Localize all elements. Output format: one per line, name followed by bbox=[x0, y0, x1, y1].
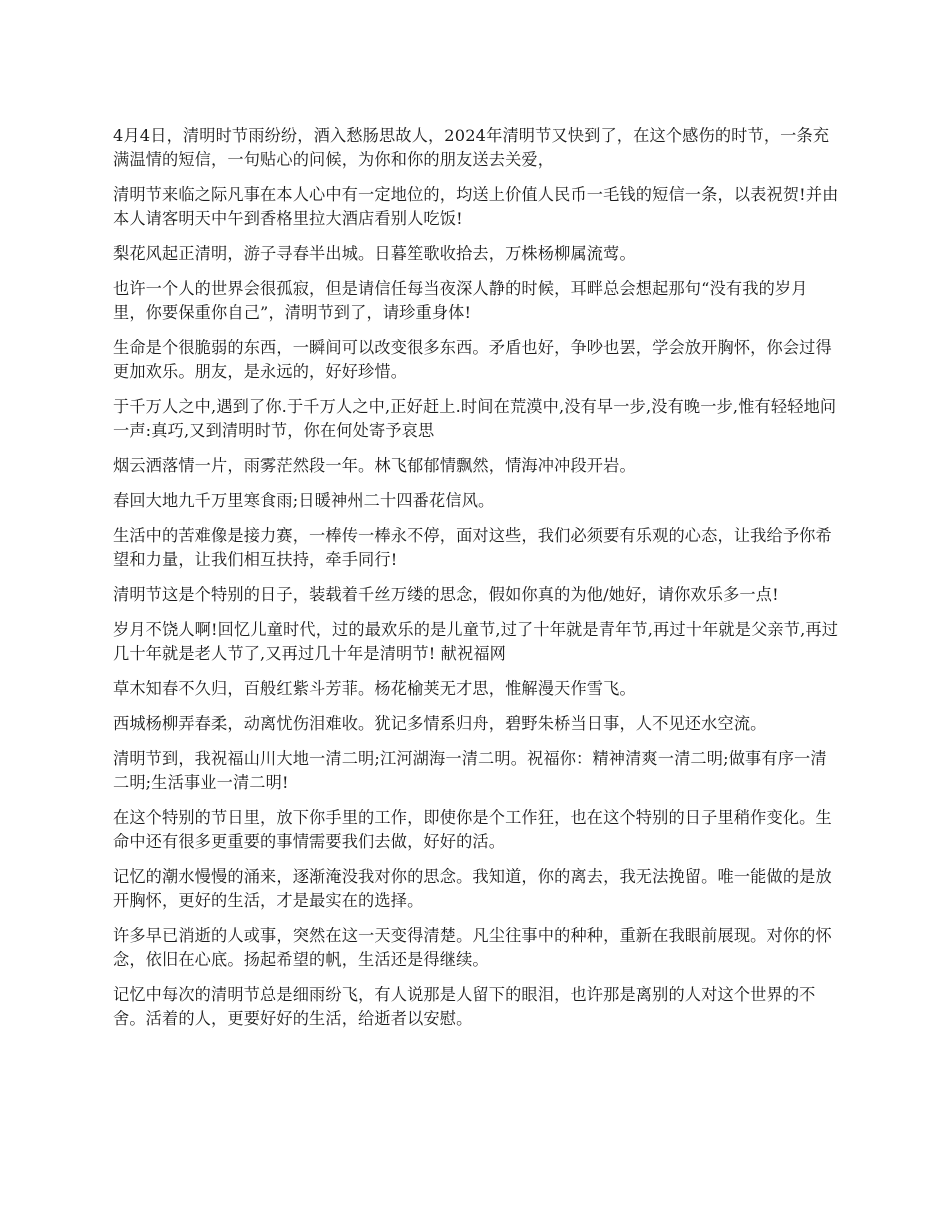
paragraph-18: 记忆中每次的清明节总是细雨纷飞，有人说那是人留下的眼泪，也许那是离别的人对这个世界的不舍。活着的人，更要好好的生活，给逝者以安慰。 bbox=[113, 985, 816, 1028]
paragraph-10: 清明节这是个特别的日子，装载着千丝万缕的思念，假如你真的为他/她好，请你欢乐多一点! bbox=[113, 585, 779, 604]
paragraph-9: 生活中的苦难像是接力赛，一棒传一棒永不停，面对这些，我们必须要有乐观的心态，让我给予你希望和力量，让我们相互扶持，牵手同行! bbox=[113, 526, 832, 569]
paragraph-15: 在这个特别的节日里，放下你手里的工作，即使你是个工作狂，也在这个特别的日子里稍作变化。生命中还有很多更重要的事情需要我们去做，好好的活。 bbox=[113, 808, 832, 851]
paragraph-13: 西城杨柳弄春柔，动离忧伤泪难收。犹记多情系归舟，碧野朱桥当日事，人不见还水空流。 bbox=[113, 714, 767, 733]
paragraph-17: 许多早已消逝的人或事，突然在这一天变得清楚。凡尘往事中的种种，重新在我眼前展现。对你的怀念，依旧在心底。扬起希望的帆，生活还是得继续。 bbox=[113, 926, 832, 969]
paragraph-12: 草木知春不久归，百般红紫斗芳菲。杨花榆荚无才思，惟解漫天作雪飞。 bbox=[113, 679, 636, 698]
paragraph-1: 4月4日，清明时节雨纷纷，酒入愁肠思故人，2024年清明节又快到了，在这个感伤的时节，一条充满温情的短信，一句贴心的问候，为你和你的朋友送去关爱， bbox=[113, 126, 830, 169]
paragraph-11: 岁月不饶人啊!回忆儿童时代，过的最欢乐的是儿童节,过了十年就是青年节,再过十年就是父亲节,再过几十年就是老人节了,又再过几十年是清明节! 献祝福网 bbox=[113, 620, 839, 663]
paragraph-5: 生命是个很脆弱的东西，一瞬间可以改变很多东西。矛盾也好，争吵也罢，学会放开胸怀，你会过得更加欢乐。朋友，是永远的，好好珍惜。 bbox=[113, 338, 832, 381]
paragraph-3: 梨花风起正清明，游子寻春半出城。日暮笙歌收拾去，万株杨柳属流莺。 bbox=[113, 244, 636, 263]
paragraph-4: 也许一个人的世界会很孤寂，但是请信任每当夜深人静的时候，耳畔总会想起那句“没有我的岁月里，你要保重你自己”，清明节到了，请珍重身体! bbox=[113, 279, 808, 322]
paragraph-2: 清明节来临之际凡事在本人心中有一定地位的，均送上价值人民币一毛钱的短信一条，以表祝贺!并由本人请客明天中午到香格里拉大酒店看别人吃饭! bbox=[113, 185, 839, 228]
document-body bbox=[113, 124, 840, 1042]
paragraph-6: 于千万人之中,遇到了你.于千万人之中,正好赶上.时间在荒漠中,没有早一步,没有晚一步,惟有轻轻地问一声:真巧,又到清明时节，你在何处寄予哀思 bbox=[113, 397, 837, 440]
paragraph-16: 记忆的潮水慢慢的涌来，逐渐淹没我对你的思念。我知道，你的离去，我无法挽留。唯一能做的是放开胸怀，更好的生活，才是最实在的选择。 bbox=[113, 867, 832, 910]
paragraph-14: 清明节到，我祝福山川大地一清二明;江河湖海一清二明。祝福你：精神清爽一清二明;做事有序一清二明;生活事业一清二明! bbox=[113, 749, 827, 792]
paragraph-8: 春回大地九千万里寒食雨;日暖神州二十四番花信风。 bbox=[113, 491, 495, 510]
paragraph-7: 烟云洒落情一片，雨雾茫然段一年。林飞郁郁情飘然，情海冲冲段开岩。 bbox=[113, 456, 636, 475]
